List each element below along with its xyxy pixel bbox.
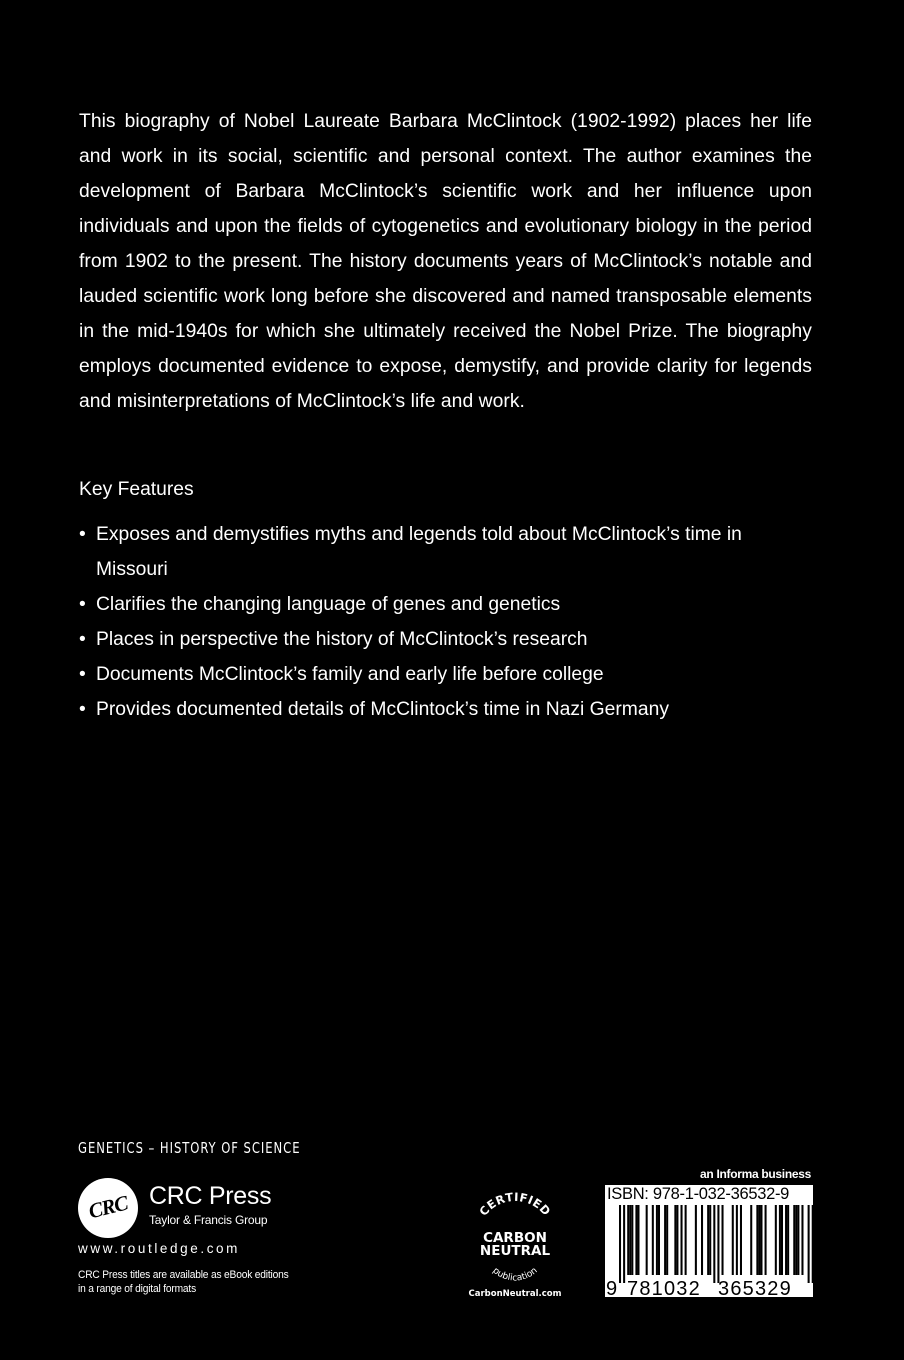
publisher-name: CRC Press <box>149 1182 272 1210</box>
barcode-bar <box>635 1205 637 1275</box>
list-item <box>79 657 812 692</box>
barcode-bar <box>619 1205 621 1283</box>
key-features-heading: Key Features <box>79 479 194 500</box>
barcode-bar <box>801 1205 803 1275</box>
barcode-bar <box>713 1205 715 1283</box>
barcode-bar <box>646 1205 648 1275</box>
list-item <box>79 587 812 622</box>
barcode-bar <box>765 1205 767 1275</box>
barcode-bar <box>666 1205 668 1275</box>
badge-line-2: NEUTRAL <box>479 1243 551 1259</box>
barcode-bar <box>785 1205 787 1275</box>
badge-bottom-text: publication <box>490 1265 540 1284</box>
publisher-group: Taylor & Francis Group <box>149 1213 268 1227</box>
badge-line-1: CARBON <box>483 1230 547 1246</box>
barcode-bar <box>758 1205 760 1275</box>
barcode-bar <box>797 1205 799 1275</box>
bullet-icon: • <box>79 664 86 685</box>
barcode-bar <box>732 1205 734 1275</box>
feature-text: Documents McClintock’s family and early life before college <box>96 664 604 685</box>
barcode-bar <box>695 1205 697 1275</box>
list-item <box>79 517 812 587</box>
barcode-bar <box>736 1205 738 1275</box>
feature-text: Provides documented details of McClintock’s time in Nazi Germany <box>96 699 669 720</box>
isbn-label: ISBN: 978-1-032-36532-9 <box>607 1185 790 1203</box>
feature-text: Places in perspective the history of McClintock’s research <box>96 629 588 650</box>
barcode-bar <box>681 1205 683 1275</box>
barcode-bar <box>717 1205 719 1283</box>
barcode-bar <box>656 1205 658 1275</box>
barcode-bar <box>623 1205 625 1283</box>
bullet-icon: • <box>79 524 86 545</box>
barcode-bar <box>685 1205 687 1275</box>
barcode-bar <box>676 1205 678 1275</box>
barcode-bar <box>701 1205 703 1275</box>
barcode-bars <box>605 1205 813 1297</box>
svg-text:CERTIFIED <box>476 1192 553 1219</box>
barcode-bar <box>631 1205 633 1275</box>
barcode-bar <box>664 1205 666 1275</box>
barcode-bar <box>658 1205 660 1275</box>
barcode-bar <box>629 1205 631 1275</box>
barcode-bar <box>812 1205 813 1283</box>
barcode-bar <box>756 1205 758 1275</box>
barcode-bar <box>707 1205 709 1275</box>
bullet-icon: • <box>79 699 86 720</box>
barcode-bar <box>779 1205 781 1275</box>
barcode-bar <box>627 1205 629 1275</box>
barcode-lines-icon <box>619 1205 813 1283</box>
bullet-icon: • <box>79 629 86 650</box>
badge-top-text: CERTIFIED <box>476 1192 554 1219</box>
barcode-bar <box>775 1205 777 1275</box>
back-cover-description: This biography of Nobel Laureate Barbara McClintock (1902-1992) places her life and work in its social, scientific and personal context. The author examines the development of Barbara McClintock’s scientific work and her influence upon individuals and upon the fields of cytogenetics and evolutionary biology in the period from 1902 to the present. The history documents years of McClintock’s notable and lauded scientific work long before she discovered and named transposable elements in the mid-1940s for which she ultimately received the Nobel Prize. The biography employs documented evidence to expose, demystify, and provide clarity for legends and misinterpretations of McClintock’s life and work. <box>79 111 812 412</box>
subject-category: GENETICS – HISTORY OF SCIENCE <box>78 1139 301 1157</box>
ebook-note <box>78 1268 289 1296</box>
barcode-bar <box>709 1205 711 1275</box>
barcode-bar <box>795 1205 797 1275</box>
carbon-neutral-badge-icon <box>464 1192 566 1302</box>
barcode-bar <box>722 1205 724 1275</box>
key-features-list <box>79 517 812 727</box>
barcode-digit-first: 9 <box>606 1278 618 1297</box>
ebook-note-line: in a range of digital formats <box>78 1283 197 1295</box>
barcode-bar <box>637 1205 639 1275</box>
list-item <box>79 622 812 657</box>
barcode-bar <box>808 1205 810 1283</box>
barcode-bar <box>674 1205 676 1275</box>
badge-site-text: CarbonNeutral.com <box>468 1289 562 1299</box>
barcode-bar <box>793 1205 795 1275</box>
svg-text:publication <box>490 1266 539 1284</box>
crc-logo-icon <box>78 1178 138 1238</box>
barcode-bar <box>652 1205 654 1275</box>
barcode-digits-left: 781032 <box>627 1278 701 1297</box>
barcode-digits-right: 365329 <box>718 1278 792 1297</box>
crc-logo-text: CRC <box>86 1190 130 1224</box>
informa-tagline: an Informa business <box>700 1167 811 1181</box>
feature-text: Exposes and demystifies myths and legends told about McClintock’s time in Missouri <box>96 524 742 580</box>
barcode-bar <box>760 1205 762 1275</box>
isbn-barcode <box>605 1185 813 1297</box>
list-item <box>79 692 812 727</box>
barcode-bar <box>787 1205 789 1275</box>
ebook-note-line: CRC Press titles are available as eBook editions <box>78 1269 289 1281</box>
barcode-bar <box>750 1205 752 1275</box>
bullet-icon: • <box>79 594 86 615</box>
feature-text: Clarifies the changing language of genes and genetics <box>96 594 561 615</box>
barcode-bar <box>740 1205 742 1275</box>
barcode-bar <box>781 1205 783 1275</box>
publisher-website: www.routledge.com <box>78 1241 241 1256</box>
